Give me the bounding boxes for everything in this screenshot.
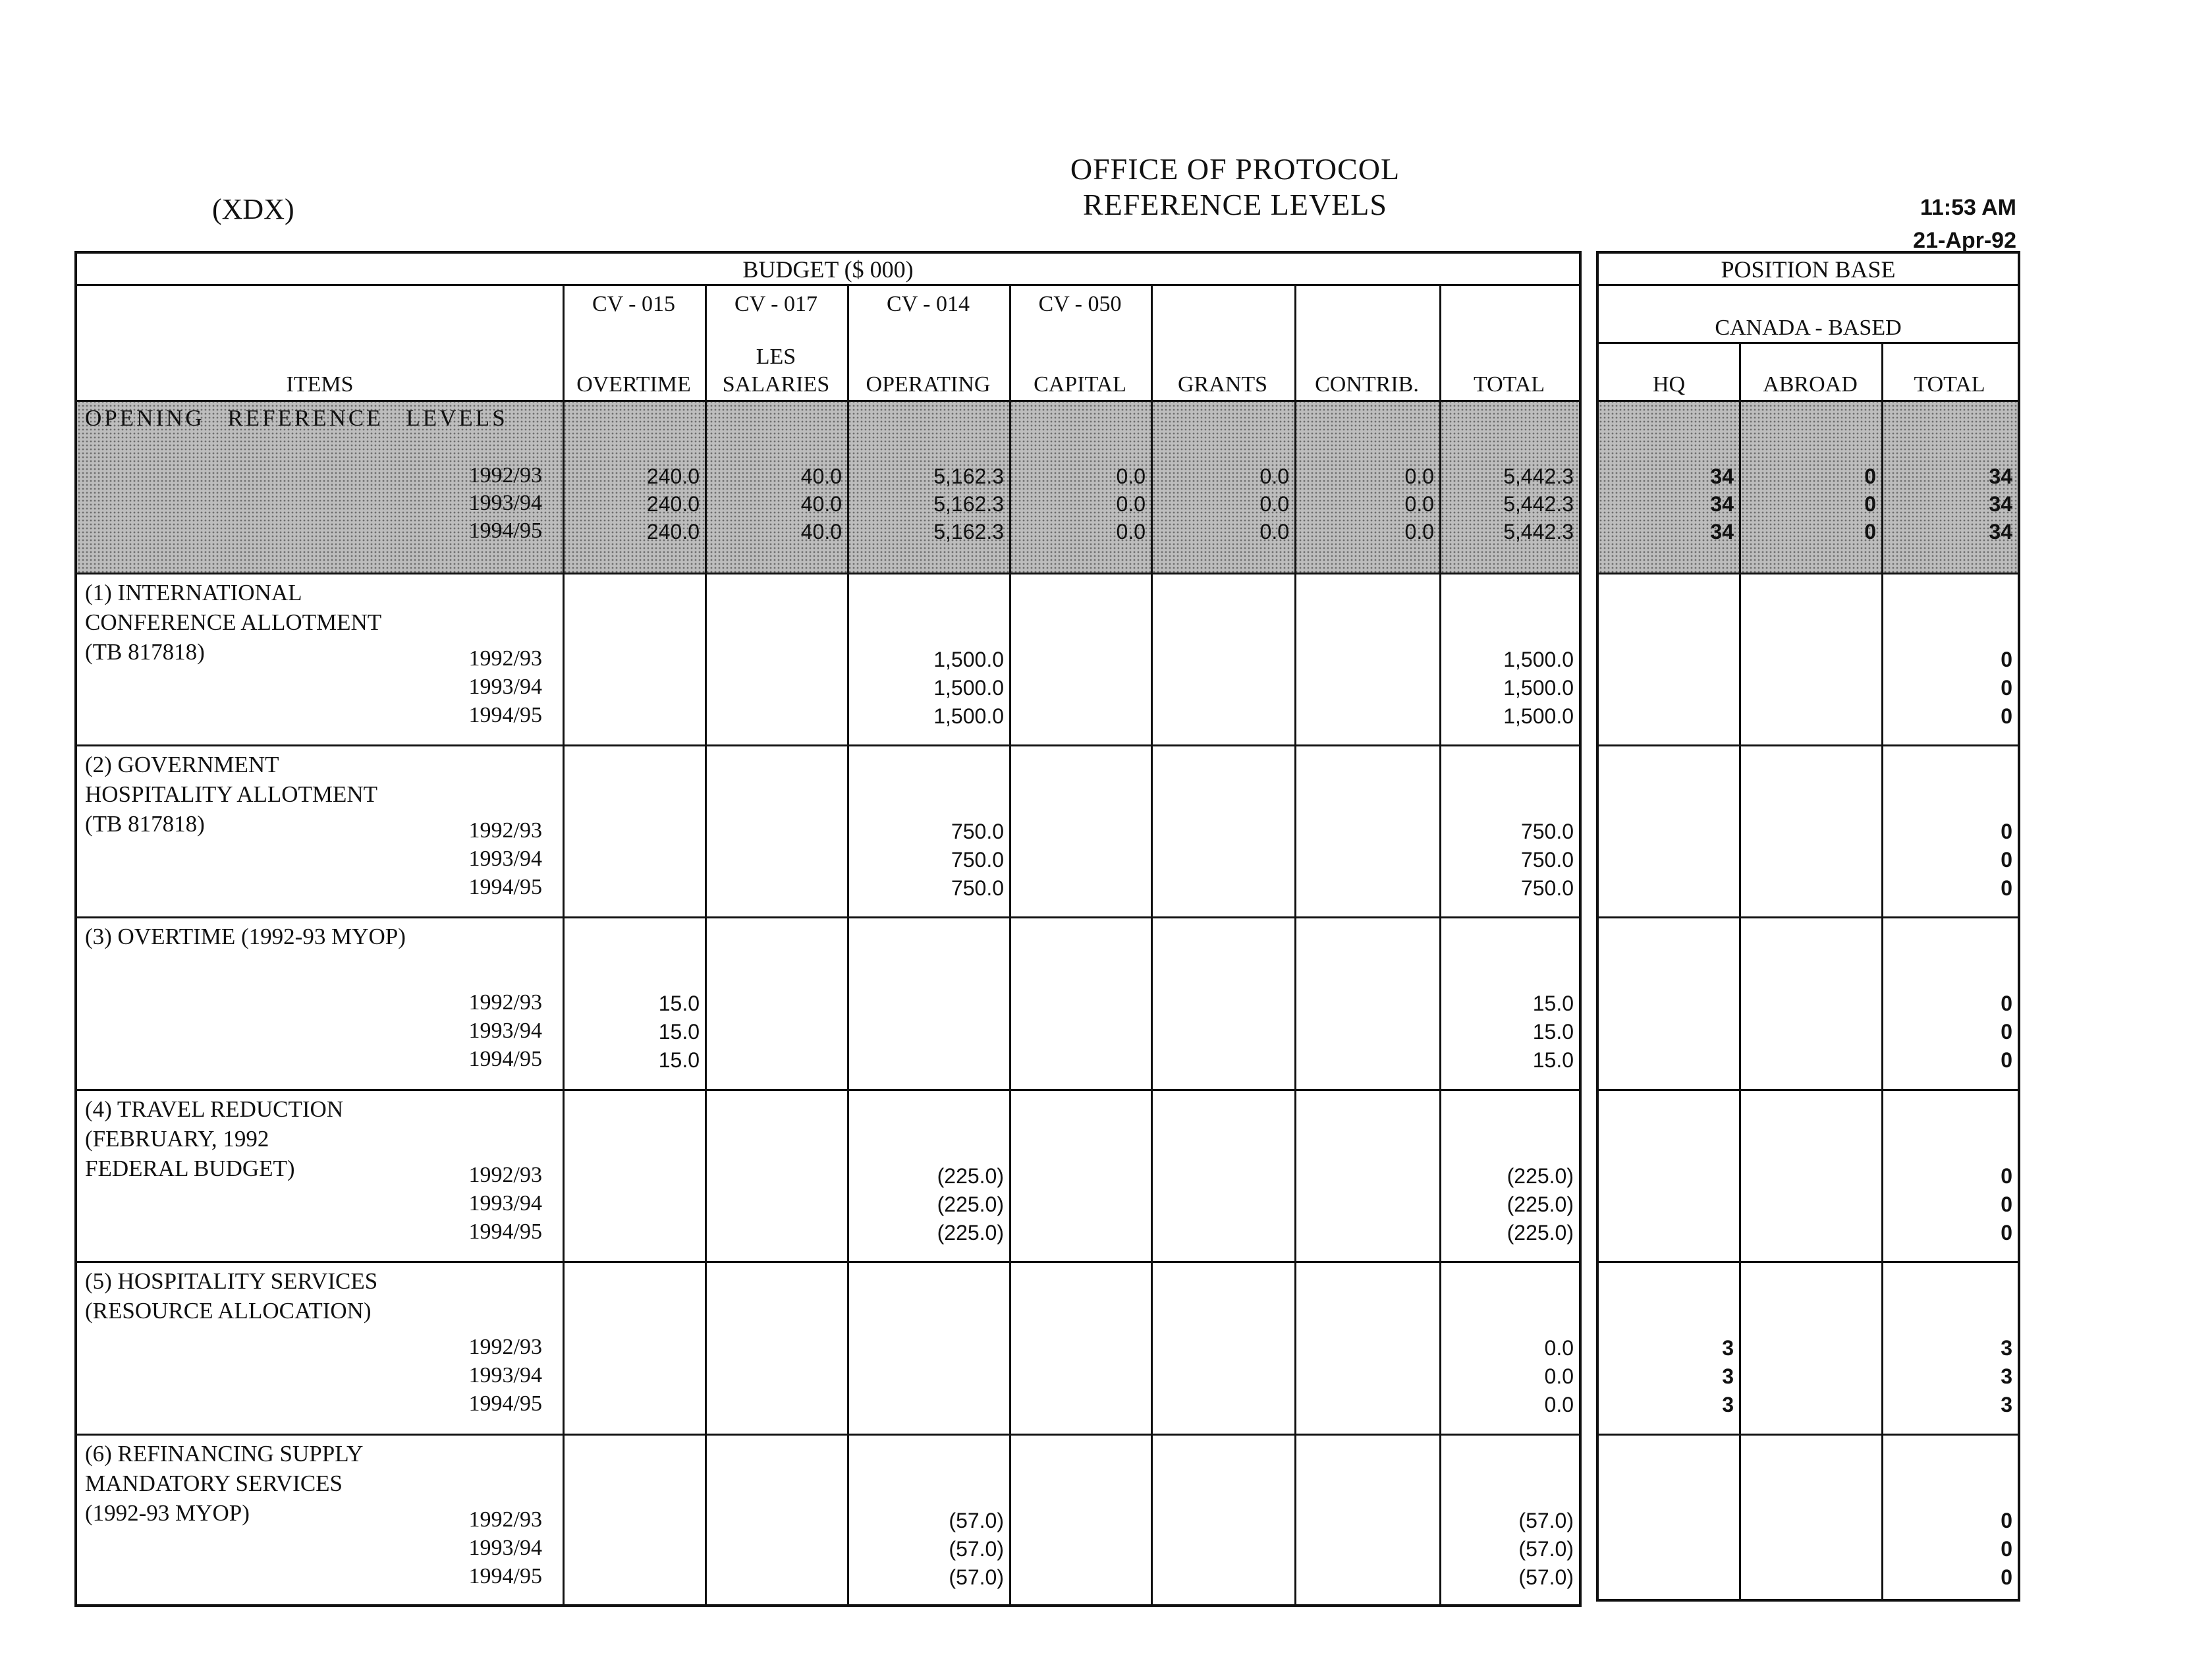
position-value: 3 xyxy=(1722,1336,1734,1360)
position-value: 3 xyxy=(2001,1336,2012,1360)
print-date: 21-Apr-92 xyxy=(1913,228,2016,253)
budget-value: (225.0) xyxy=(937,1192,1004,1216)
position-value: 0 xyxy=(2001,1192,2012,1216)
budget-value: 1,500.0 xyxy=(933,704,1004,728)
budget-value: 0.0 xyxy=(1116,464,1146,488)
budget-value: 750.0 xyxy=(1520,820,1574,843)
fiscal-year: 1994/95 xyxy=(468,518,542,543)
position-value: 34 xyxy=(1710,520,1734,544)
budget-value: 750.0 xyxy=(951,876,1004,900)
budget-value: 15.0 xyxy=(1532,1020,1574,1044)
fiscal-year: 1993/94 xyxy=(468,675,542,699)
budget-value: 40.0 xyxy=(800,492,842,516)
position-value: 0 xyxy=(2001,676,2012,700)
budget-value: (57.0) xyxy=(949,1509,1004,1532)
budget-value: 750.0 xyxy=(1520,848,1574,872)
position-column-header: ABROAD xyxy=(1763,372,1858,397)
items-header: ITEMS xyxy=(286,372,354,397)
column-code: CV - 015 xyxy=(592,292,675,316)
rule xyxy=(77,1261,1579,1263)
position-value: 3 xyxy=(1722,1364,1734,1388)
position-subgroup: CANADA - BASED xyxy=(1715,316,1902,340)
fiscal-year: 1994/95 xyxy=(468,1219,542,1244)
fiscal-year: 1994/95 xyxy=(468,1564,542,1588)
budget-value: (57.0) xyxy=(1518,1565,1574,1589)
column-header: OVERTIME xyxy=(576,372,691,397)
item-label: (5) HOSPITALITY SERVICES (RESOURCE ALLOCATION) xyxy=(85,1268,378,1324)
budget-value: 5,162.3 xyxy=(933,492,1004,516)
column-code: CV - 050 xyxy=(1038,292,1122,316)
budget-value: 15.0 xyxy=(658,1020,700,1044)
budget-value: 5,442.3 xyxy=(1503,464,1574,488)
rule xyxy=(1599,1089,2018,1091)
fiscal-year: 1992/93 xyxy=(468,1335,542,1359)
item-label: (6) REFINANCING SUPPLY MANDATORY SERVICES (1992-93 MYOP) xyxy=(85,1441,364,1526)
position-value: 3 xyxy=(2001,1364,2012,1388)
rule xyxy=(847,284,849,1606)
budget-value: 1,500.0 xyxy=(1503,676,1574,700)
fiscal-year: 1993/94 xyxy=(468,1363,542,1387)
budget-value: 240.0 xyxy=(646,492,700,516)
position-column-header: HQ xyxy=(1652,372,1686,397)
fiscal-year: 1993/94 xyxy=(468,1019,542,1043)
position-value: 34 xyxy=(1710,464,1734,488)
position-column-header: TOTAL xyxy=(1914,372,1985,397)
position-value: 34 xyxy=(1989,520,2012,544)
position-value: 0 xyxy=(1864,492,1876,516)
budget-value: (57.0) xyxy=(949,1537,1004,1561)
budget-value: 240.0 xyxy=(646,464,700,488)
budget-value: (57.0) xyxy=(1518,1537,1574,1561)
column-code: CV - 014 xyxy=(887,292,970,316)
budget-table xyxy=(74,251,1582,1607)
position-value: 0 xyxy=(2001,820,2012,843)
column-label-top: LES xyxy=(756,345,796,369)
position-value: 0 xyxy=(2001,1565,2012,1589)
rule xyxy=(77,400,1579,402)
budget-value: 15.0 xyxy=(1532,1048,1574,1072)
budget-value: 0.0 xyxy=(1259,520,1289,544)
rule xyxy=(1009,284,1011,1606)
position-value: 34 xyxy=(1710,492,1734,516)
item-label: (1) INTERNATIONAL CONFERENCE ALLOTMENT (TB 817818) xyxy=(85,580,382,665)
item-label: (3) OVERTIME (1992-93 MYOP) xyxy=(85,924,406,949)
rule xyxy=(563,284,565,1606)
position-value: 0 xyxy=(2001,1020,2012,1044)
position-value: 0 xyxy=(2001,992,2012,1015)
column-header: TOTAL xyxy=(1473,372,1545,397)
rule xyxy=(1439,284,1441,1606)
budget-value: 5,162.3 xyxy=(933,520,1004,544)
position-value: 3 xyxy=(1722,1393,1734,1416)
position-value: 0 xyxy=(1864,520,1876,544)
position-value: 0 xyxy=(2001,1164,2012,1188)
rule xyxy=(1881,342,1883,1600)
rule xyxy=(77,284,1579,286)
fiscal-year: 1992/93 xyxy=(468,990,542,1015)
budget-value: (225.0) xyxy=(1507,1164,1574,1188)
fiscal-year: 1992/93 xyxy=(468,1507,542,1532)
rule xyxy=(1599,1434,2018,1436)
budget-value: 15.0 xyxy=(658,1048,700,1072)
position-value: 0 xyxy=(2001,848,2012,872)
print-time: 11:53 AM xyxy=(1920,195,2016,220)
budget-value: 40.0 xyxy=(800,520,842,544)
budget-value: 0.0 xyxy=(1116,520,1146,544)
rule xyxy=(1599,284,2018,286)
budget-value: 0.0 xyxy=(1116,492,1146,516)
budget-value: 0.0 xyxy=(1544,1364,1574,1388)
position-value: 0 xyxy=(1864,464,1876,488)
rule xyxy=(77,1434,1579,1436)
budget-value: 5,442.3 xyxy=(1503,492,1574,516)
budget-value: 15.0 xyxy=(1532,992,1574,1015)
position-value: 0 xyxy=(2001,1221,2012,1245)
document-subtitle: REFERENCE LEVELS xyxy=(1083,188,1387,221)
column-code: CV - 017 xyxy=(734,292,817,316)
budget-group-title: BUDGET ($ 000) xyxy=(742,256,914,283)
column-header: CAPITAL xyxy=(1034,372,1126,397)
opening-label: OPENING REFERENCE LEVELS xyxy=(85,405,508,431)
budget-value: 1,500.0 xyxy=(1503,704,1574,728)
position-value: 0 xyxy=(2001,1537,2012,1561)
budget-value: 0.0 xyxy=(1259,492,1289,516)
budget-value: (225.0) xyxy=(1507,1192,1574,1216)
position-group-title: POSITION BASE xyxy=(1721,256,1896,283)
rule xyxy=(1599,1261,2018,1263)
column-header: OPERATING xyxy=(866,372,991,397)
position-value: 0 xyxy=(2001,648,2012,671)
budget-value: 5,162.3 xyxy=(933,464,1004,488)
position-value: 0 xyxy=(2001,704,2012,728)
budget-value: 1,500.0 xyxy=(1503,648,1574,671)
rule xyxy=(1294,284,1296,1606)
budget-value: (225.0) xyxy=(937,1221,1004,1245)
opening-shade xyxy=(1599,400,2018,573)
fiscal-year: 1992/93 xyxy=(468,1163,542,1187)
budget-value: 750.0 xyxy=(951,848,1004,872)
budget-value: (225.0) xyxy=(937,1164,1004,1188)
position-value: 0 xyxy=(2001,1048,2012,1072)
fiscal-year: 1993/94 xyxy=(468,1191,542,1216)
fiscal-year: 1992/93 xyxy=(468,818,542,843)
document-code: (XDX) xyxy=(212,193,294,225)
rule xyxy=(77,573,1579,574)
rule xyxy=(1599,744,2018,746)
budget-value: 240.0 xyxy=(646,520,700,544)
rule xyxy=(77,916,1579,918)
budget-value: 40.0 xyxy=(800,464,842,488)
budget-value: 750.0 xyxy=(1520,876,1574,900)
position-value: 0 xyxy=(2001,1509,2012,1532)
fiscal-year: 1993/94 xyxy=(468,847,542,871)
budget-value: (225.0) xyxy=(1507,1221,1574,1245)
rule xyxy=(1599,342,2018,344)
rule xyxy=(1599,573,2018,574)
position-value: 3 xyxy=(2001,1393,2012,1416)
position-value: 34 xyxy=(1989,492,2012,516)
budget-value: 0.0 xyxy=(1544,1393,1574,1416)
rule xyxy=(77,1089,1579,1091)
rule xyxy=(1151,284,1153,1606)
fiscal-year: 1994/95 xyxy=(468,703,542,727)
budget-value: 1,500.0 xyxy=(933,676,1004,700)
budget-value: 1,500.0 xyxy=(933,648,1004,671)
rule xyxy=(1599,400,2018,402)
budget-value: 15.0 xyxy=(658,992,700,1015)
fiscal-year: 1994/95 xyxy=(468,1391,542,1416)
fiscal-year: 1992/93 xyxy=(468,463,542,488)
rule xyxy=(1599,916,2018,918)
budget-value: 0.0 xyxy=(1404,464,1434,488)
position-base-table xyxy=(1596,251,2020,1602)
budget-value: (57.0) xyxy=(1518,1509,1574,1532)
budget-value: 0.0 xyxy=(1404,492,1434,516)
fiscal-year: 1993/94 xyxy=(468,1536,542,1560)
document-title: OFFICE OF PROTOCOL xyxy=(1070,152,1400,186)
budget-value: (57.0) xyxy=(949,1565,1004,1589)
position-value: 34 xyxy=(1989,464,2012,488)
fiscal-year: 1993/94 xyxy=(468,491,542,515)
fiscal-year: 1994/95 xyxy=(468,1047,542,1071)
fiscal-year: 1992/93 xyxy=(468,646,542,671)
item-label: (2) GOVERNMENT HOSPITALITY ALLOTMENT (TB 817818) xyxy=(85,752,378,837)
budget-value: 0.0 xyxy=(1404,520,1434,544)
column-header: GRANTS xyxy=(1177,372,1268,397)
budget-value: 0.0 xyxy=(1259,464,1289,488)
rule xyxy=(77,744,1579,746)
budget-value: 5,442.3 xyxy=(1503,520,1574,544)
fiscal-year: 1994/95 xyxy=(468,875,542,899)
budget-value: 750.0 xyxy=(951,820,1004,843)
item-label: (4) TRAVEL REDUCTION (FEBRUARY, 1992 FEDERAL BUDGET) xyxy=(85,1096,344,1181)
budget-value: 0.0 xyxy=(1544,1336,1574,1360)
column-header: SALARIES xyxy=(722,372,830,397)
rule xyxy=(705,284,707,1606)
rule xyxy=(1739,342,1741,1600)
position-value: 0 xyxy=(2001,876,2012,900)
column-header: CONTRIB. xyxy=(1315,372,1419,397)
